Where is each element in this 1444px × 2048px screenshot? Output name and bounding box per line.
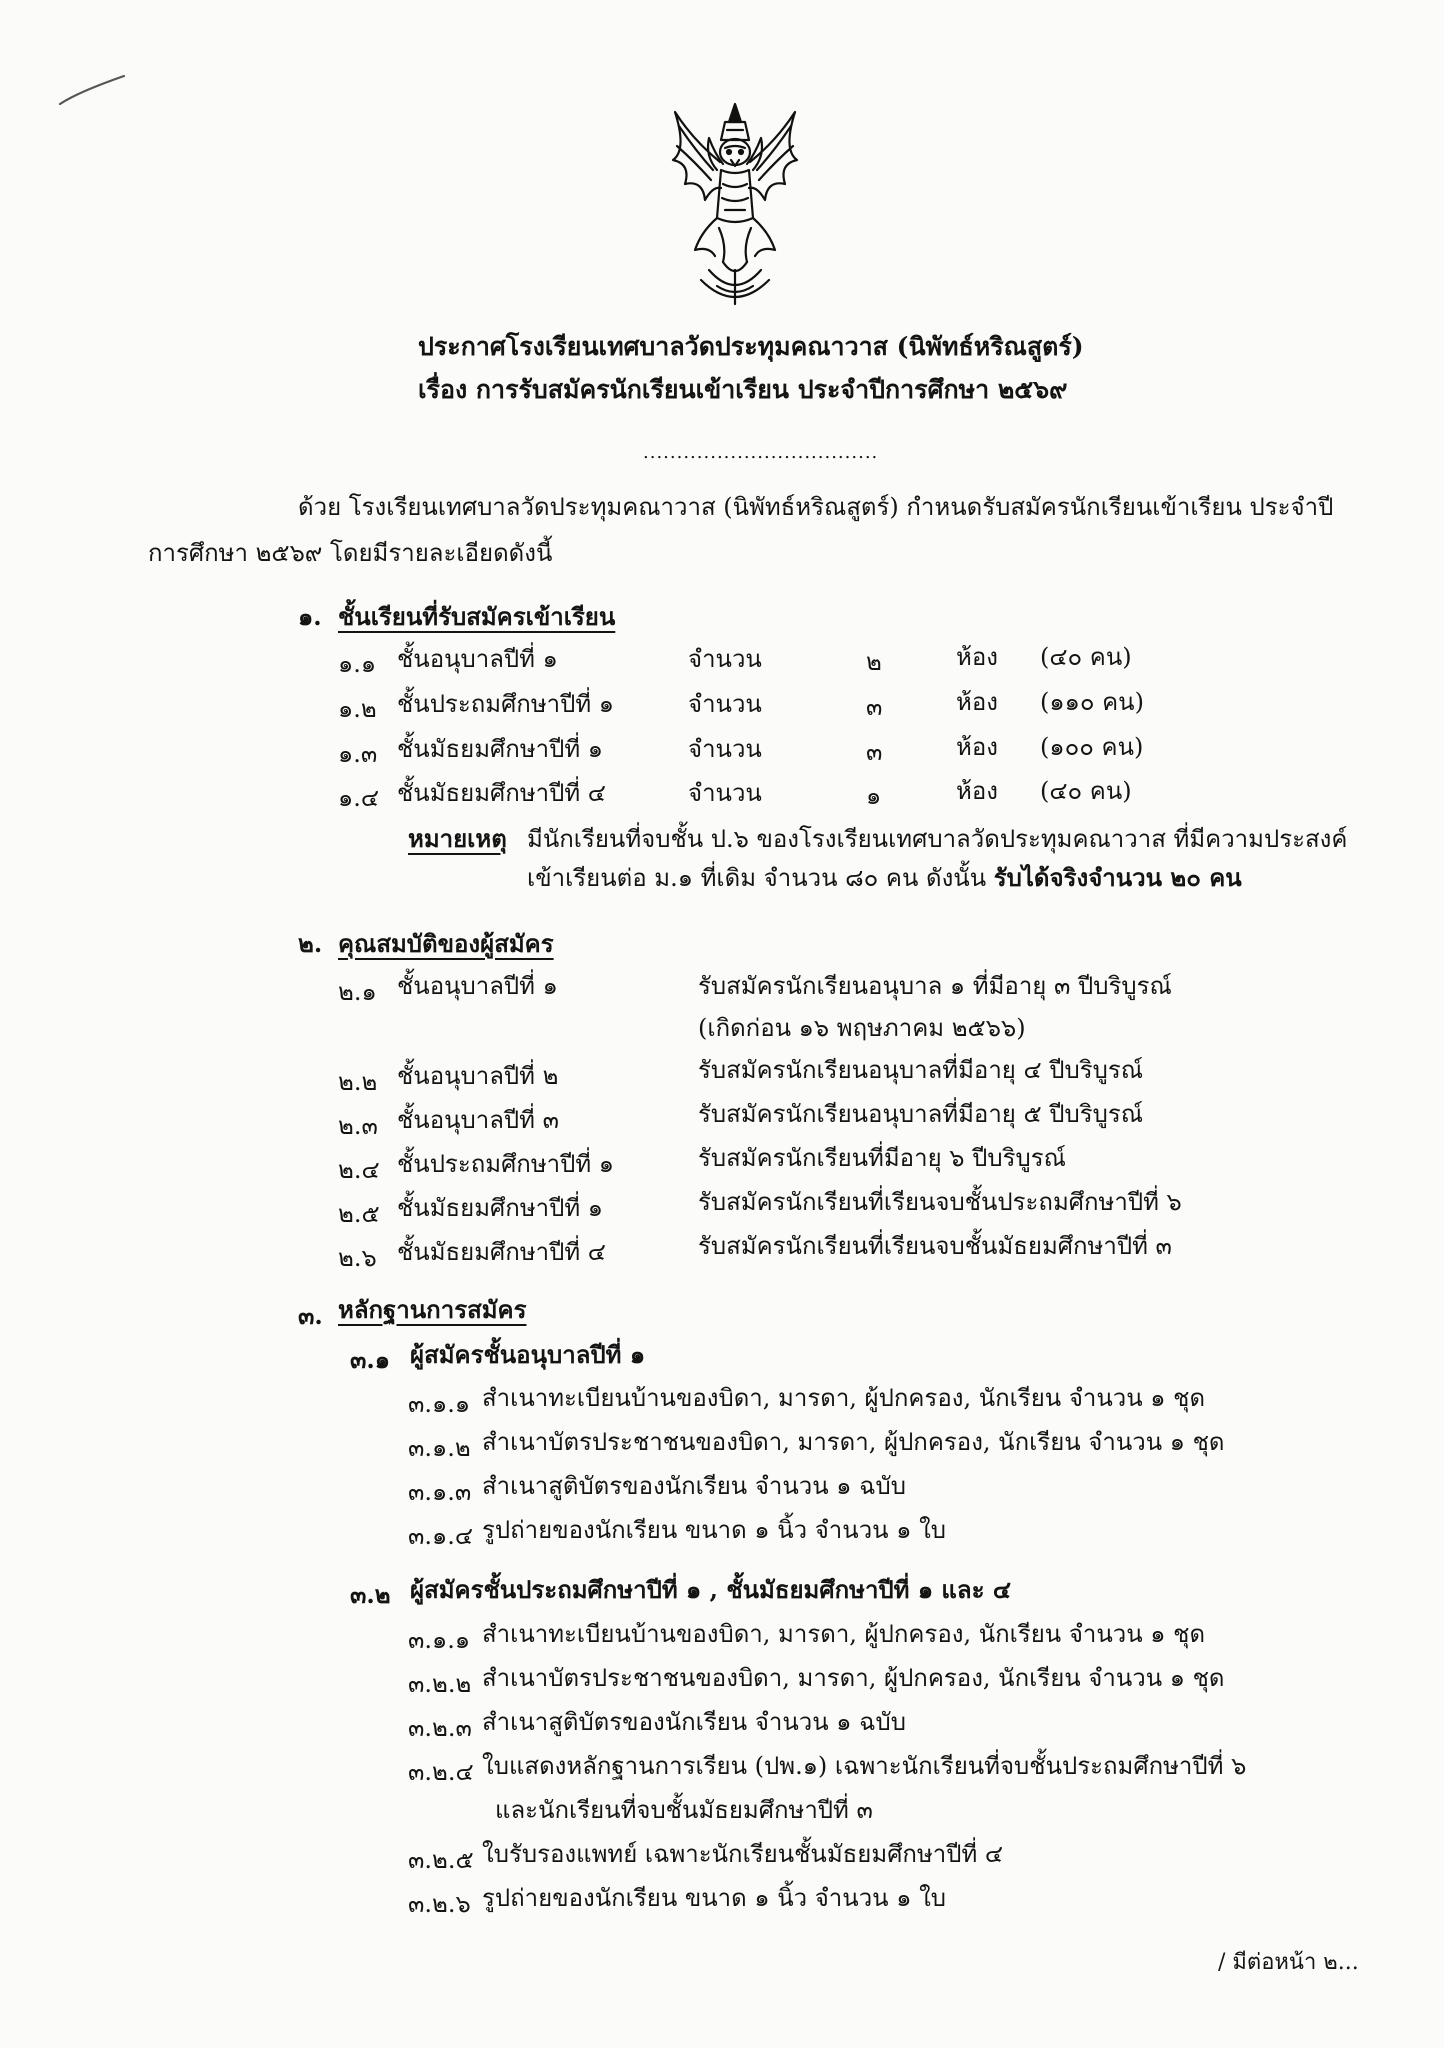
section-1-number: ๑. — [298, 602, 322, 631]
item-text: ใบรับรองแพทย์ เฉพาะนักเรียนชั้นมัธยมศึกษาปีที่ ๔ — [482, 1840, 1004, 1868]
row-qualification: รับสมัครนักเรียนที่เรียนจบชั้นประถมศึกษาปีที่ ๖ — [698, 1188, 1182, 1216]
section-3-number: ๓. — [298, 1301, 323, 1330]
note-line-2-text: เข้าเรียนต่อ ม.๑ ที่เดิม จำนวน ๘๐ คน ดังนั้น — [527, 864, 994, 892]
row-code: ๑.๑ — [338, 650, 377, 678]
row-amount-label: จำนวน — [688, 690, 762, 718]
row-qualification: รับสมัครนักเรียนที่เรียนจบชั้นมัธยมศึกษาปีที่ ๓ — [698, 1232, 1172, 1260]
note-line-2 — [527, 863, 1242, 892]
row-rooms: ๓ — [866, 693, 883, 721]
row-code: ๒.๑ — [338, 978, 377, 1006]
row-level: ชั้นมัธยมศึกษาปีที่ ๑ — [397, 735, 604, 763]
item-text-continued: และนักเรียนที่จบชั้นมัธยมศึกษาปีที่ ๓ — [495, 1796, 873, 1824]
row-room-unit: ห้อง — [956, 733, 998, 761]
document-subject: เรื่อง การรับสมัครนักเรียนเข้าเรียน ประจำปีการศึกษา ๒๕๖๙ — [418, 375, 1068, 404]
item-text: สำเนาสูติบัตรของนักเรียน จำนวน ๑ ฉบับ — [482, 1472, 906, 1500]
pen-mark-icon — [58, 70, 128, 110]
continued-note: / มีต่อหน้า ๒... — [1218, 1950, 1359, 1975]
row-qualification-note: (เกิดก่อน ๑๖ พฤษภาคม ๒๕๖๖) — [698, 1014, 1026, 1042]
note-line-1: มีนักเรียนที่จบชั้น ป.๖ ของโรงเรียนเทศบาลวัดประทุมคณาวาส ที่มีความประสงค์ — [527, 825, 1348, 853]
row-code: ๒.๔ — [338, 1156, 380, 1184]
item-text: สำเนาบัตรประชาชนของบิดา, มารดา, ผู้ปกครอง, นักเรียน จำนวน ๑ ชุด — [482, 1664, 1225, 1692]
row-code: ๑.๓ — [338, 740, 378, 768]
intro-line-2: การศึกษา ๒๕๖๙ โดยมีรายละเอียดดังนี้ — [148, 539, 553, 567]
row-code: ๑.๔ — [338, 784, 380, 812]
row-code: ๑.๒ — [338, 695, 377, 723]
header-divider: ................................... — [643, 442, 879, 463]
item-code: ๓.๒.๓ — [408, 1714, 472, 1742]
item-text: สำเนาสูติบัตรของนักเรียน จำนวน ๑ ฉบับ — [482, 1708, 906, 1736]
item-text: สำเนาทะเบียนบ้านของบิดา, มารดา, ผู้ปกครอง, นักเรียน จำนวน ๑ ชุด — [482, 1384, 1206, 1412]
row-level: ชั้นมัธยมศึกษาปีที่ ๔ — [397, 779, 606, 807]
note-line-2-accepted: รับได้จริงจำนวน ๒๐ คน — [993, 863, 1242, 892]
row-room-unit: ห้อง — [956, 643, 998, 671]
row-level: ชั้นอนุบาลปีที่ ๑ — [397, 972, 558, 1000]
row-level: ชั้นมัธยมศึกษาปีที่ ๔ — [397, 1238, 606, 1266]
item-code: ๓.๒.๔ — [408, 1758, 474, 1786]
row-code: ๒.๒ — [338, 1068, 378, 1096]
item-code: ๓.๒.๖ — [408, 1890, 471, 1918]
row-people: (๔๐ คน) — [1040, 643, 1132, 671]
row-level: ชั้นอนุบาลปีที่ ๑ — [397, 645, 558, 673]
section-3-heading: หลักฐานการสมัคร — [338, 1295, 527, 1324]
item-code: ๓.๑.๑ — [408, 1626, 471, 1654]
subsection-heading: ผู้สมัครชั้นอนุบาลปีที่ ๑ — [410, 1340, 646, 1369]
item-code: ๓.๒.๕ — [408, 1846, 474, 1874]
item-text: สำเนาบัตรประชาชนของบิดา, มารดา, ผู้ปกครอง, นักเรียน จำนวน ๑ ชุด — [482, 1428, 1225, 1456]
item-text: รูปถ่ายของนักเรียน ขนาด ๑ นิ้ว จำนวน ๑ ใบ — [482, 1884, 947, 1912]
item-code: ๓.๑.๔ — [408, 1522, 474, 1550]
row-room-unit: ห้อง — [956, 688, 998, 716]
document-title: ประกาศโรงเรียนเทศบาลวัดประทุมคณาวาส (นิพัทธ์หริณสูตร์) — [418, 332, 1084, 361]
row-level: ชั้นมัธยมศึกษาปีที่ ๑ — [397, 1194, 604, 1222]
row-room-unit: ห้อง — [956, 777, 998, 805]
row-people: (๑๑๐ คน) — [1040, 688, 1144, 716]
row-amount-label: จำนวน — [688, 779, 762, 807]
row-rooms: ๓ — [866, 738, 883, 766]
garuda-emblem-icon — [665, 100, 805, 315]
row-amount-label: จำนวน — [688, 735, 762, 763]
row-qualification: รับสมัครนักเรียนอนุบาลที่มีอายุ ๔ ปีบริบูรณ์ — [698, 1056, 1144, 1084]
row-people: (๑๐๐ คน) — [1040, 733, 1144, 761]
intro-line-1: ด้วย โรงเรียนเทศบาลวัดประทุมคณาวาส (นิพัทธ์หริณสูตร์) กำหนดรับสมัครนักเรียนเข้าเรียน ประจำปี — [298, 493, 1334, 521]
row-qualification: รับสมัครนักเรียนอนุบาลที่มีอายุ ๕ ปีบริบูรณ์ — [698, 1100, 1144, 1128]
row-code: ๒.๓ — [338, 1112, 378, 1140]
note-label: หมายเหตุ — [408, 824, 507, 853]
row-qualification: รับสมัครนักเรียนที่มีอายุ ๖ ปีบริบูรณ์ — [698, 1144, 1066, 1172]
item-text: ใบแสดงหลักฐานการเรียน (ปพ.๑) เฉพาะนักเรียนที่จบชั้นประถมศึกษาปีที่ ๖ — [482, 1752, 1247, 1780]
section-2-heading: คุณสมบัติของผู้สมัคร — [338, 929, 554, 958]
row-level: ชั้นอนุบาลปีที่ ๓ — [397, 1106, 560, 1134]
row-rooms: ๒ — [866, 648, 882, 676]
row-amount-label: จำนวน — [688, 645, 762, 673]
row-rooms: ๑ — [866, 782, 882, 810]
row-level: ชั้นประถมศึกษาปีที่ ๑ — [397, 1150, 615, 1178]
item-code: ๓.๑.๒ — [408, 1434, 471, 1462]
row-qualification: รับสมัครนักเรียนอนุบาล ๑ ที่มีอายุ ๓ ปีบริบูรณ์ — [698, 972, 1172, 1000]
item-code: ๓.๒.๒ — [408, 1670, 472, 1698]
row-level: ชั้นประถมศึกษาปีที่ ๑ — [397, 690, 615, 718]
section-1-heading: ชั้นเรียนที่รับสมัครเข้าเรียน — [338, 602, 616, 631]
section-2-number: ๒. — [298, 929, 323, 958]
subsection-heading: ผู้สมัครชั้นประถมศึกษาปีที่ ๑ , ชั้นมัธยมศึกษาปีที่ ๑ และ ๔ — [410, 1575, 1012, 1604]
row-code: ๒.๕ — [338, 1200, 380, 1228]
row-level: ชั้นอนุบาลปีที่ ๒ — [397, 1062, 559, 1090]
row-code: ๒.๖ — [338, 1244, 377, 1272]
item-text: รูปถ่ายของนักเรียน ขนาด ๑ นิ้ว จำนวน ๑ ใบ — [482, 1516, 947, 1544]
subsection-code: ๓.๒ — [350, 1580, 391, 1609]
item-code: ๓.๑.๑ — [408, 1390, 471, 1418]
subsection-code: ๓.๑ — [350, 1345, 390, 1374]
item-text: สำเนาทะเบียนบ้านของบิดา, มารดา, ผู้ปกครอง, นักเรียน จำนวน ๑ ชุด — [482, 1620, 1206, 1648]
row-people: (๔๐ คน) — [1040, 777, 1132, 805]
item-code: ๓.๑.๓ — [408, 1478, 472, 1506]
